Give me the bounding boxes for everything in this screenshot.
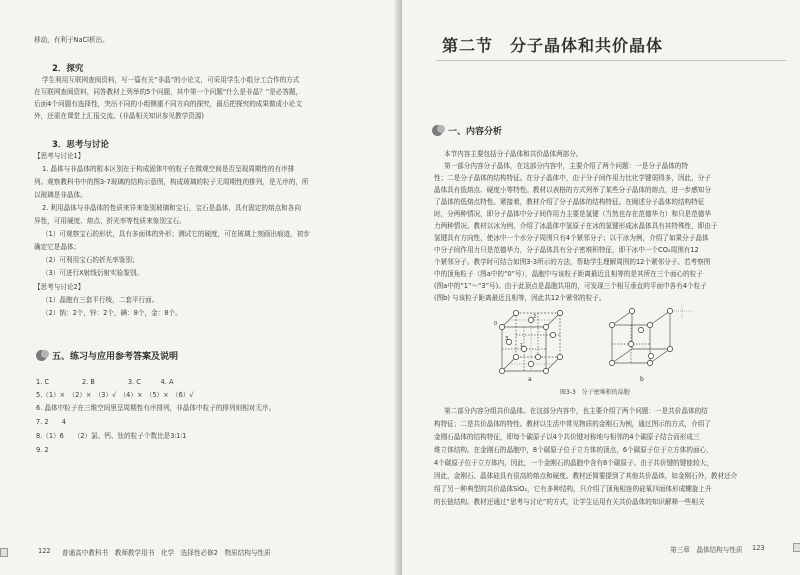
para1-line: 中的顶角粒子（图a中的“0”号），晶胞中与该粒子距离最近且相等的是其所在三个面心的粒子 [434, 270, 703, 278]
section2-line: 外，还需在课堂上汇报交流。(非晶相关知识参见教学资源) [34, 112, 204, 120]
discussion1-line: 确定它是晶体； [34, 243, 81, 251]
para1-line: 力两种情况。教材以冰为例，介绍了冰晶体中氢原子在冰的氢键形成冰晶体具有其特殊性，即由于 [434, 222, 718, 230]
discussion1-line: 2. 利用晶体与非晶体的性质来异来鉴别玻璃和宝石，宝石是晶体，具有固定的熔点和各向 [42, 204, 301, 212]
section2-line: 学生利用互联网查阅资料，写一篇有关“非晶”的小论文，可采用学生小组分工合作的方式 [42, 76, 300, 84]
figure-b-atoms [609, 308, 672, 365]
discussion1-line: （1）可观察宝石的形状，具有多面体的外形；测试它的硬度，可在玻璃上刻画出痕迹，初步 [42, 230, 310, 238]
para2-line: 构特征；二是共价晶体的特性。教材以生活中常见物质的金刚石为例，通过图示的方式，介绍了 [434, 420, 711, 428]
discussion1-line: 以玻璃是非晶体。 [34, 191, 87, 199]
para1-line: 中分子间作用力只是范德华力，分子晶体具有分子密堆积特征，即干冰中一个CO₂周围有12 [434, 246, 699, 254]
para1-line: 晶体具有低熔点、硬度小等特性。教材以表格的方式列举了某些分子晶体的熔点，进一步感知分 [434, 186, 711, 194]
answer-line: 8.（1）6 （2）氯、钙、钛的粒子个数比是3∶1∶1 [36, 432, 187, 440]
section2-line: 在互联网查阅资料，同答教材上列举的5个问题，其中第一个问题“什么是非晶？”是必答题， [34, 88, 303, 96]
chapter-title: 第二节 分子晶体和共价晶体 [442, 36, 664, 55]
section5-title: 五、练习与应用参考答案及说明 [52, 352, 179, 362]
answer-line: 1. C 2. B 3. C 4. A [36, 378, 174, 386]
section2-line: 后面4个问题有选择性，突出不同的小组侧重不同方向的探究，最后把探究的成果做成小论文 [34, 100, 302, 108]
discussion2-line: （2）钠：2个，锌：2个，碘：8个，金：8个。 [42, 309, 182, 317]
para2-line: 因此，金刚石、晶体硅具有很高的熔点和硬度。教材还简要提到了其他共价晶体，如金刚石外，教材还介 [434, 472, 738, 480]
content-analysis-title: 一、内容分析 [448, 127, 503, 137]
fig-number-3: 3 [505, 336, 509, 342]
answer-line: 9. 2 [36, 446, 49, 454]
right-page [402, 0, 800, 575]
right-page-number: 123 [752, 544, 765, 552]
para2-line: 金刚石晶体的结构特征，即每个碳原子以4个共价键对称地与相邻的4个碳原子结合而形成三 [434, 433, 700, 441]
discussion1-label: 【思考与讨论1】 [34, 152, 85, 160]
para1-line: (图a中的“1”～“3”号)。由于此顶点是晶胞共用的，可发现三个相互垂直的平面中各有4个粒子 [434, 282, 707, 290]
section2-title: 2．探究 [52, 64, 84, 74]
figure-caption: 图3-3 分子密堆积的晶胞 [560, 389, 630, 396]
page-edge-tab [793, 543, 800, 552]
para2-line: 维立体结构。在金刚石的晶胞中，8个碳原子位于立方体的顶点，6个碳原子位于立方体的面心， [434, 446, 713, 454]
para1-line: 时，分两种情况，即分子晶体中分子间作用力主要是氢键（当然也存在范德华力）和只是范德华 [434, 210, 711, 218]
title-rule [436, 60, 786, 61]
para1-line: (图b) 与该粒子距离最近且相等，因此共12个紧邻的粒子。 [434, 294, 606, 302]
para1-line: 个紧邻分子。教学时可结合如图3-3所示的方法，帮助学生理解周围的12个紧邻分子。若考察图 [434, 258, 711, 266]
right-running-footer: 第三章 晶体结构与性质 [670, 546, 743, 554]
discussion1-line: 异性，可用硬度、熔点、折光率等性质来鉴别宝石。 [34, 217, 186, 225]
para2-line: 的长链结构。教材还通过“思考与讨论”的方式，让学生运用有关共价晶体的知识解释一些相关 [434, 498, 705, 506]
discussion1-line: （3）可进行X射线衍射实验鉴别。 [42, 269, 144, 277]
left-page-number: 122 [38, 547, 51, 555]
para1-line: 性；二是分子晶体的结构特征。在分子晶体中，由于分子间作用力比化学键弱得多，因此，分子 [434, 174, 711, 182]
crystal-cell-figure [494, 305, 724, 383]
discussion1-line: 列。观察教科书中的图3-7玻璃的结构示意图，构成玻璃的粒子无周期性的排列，是无序的，所 [34, 178, 309, 186]
discussion1-line: （2）可利用宝石的折光率鉴别； [42, 256, 139, 264]
para2-line: 绍了另一种典型的共价晶体SiO₂，它有多种结构，只介绍了顶角相连的硅氧四面体形成螺旋上升 [434, 485, 712, 493]
answer-line: 5.（1）× （2）× （3）√ （4）× （5）× （6）√ [36, 391, 194, 399]
answer-line: 7. 2 4 [36, 418, 66, 426]
para2-line: 第二部分内容分组共价晶体。在这部分内容中，也主要介绍了两个问题：一是共价晶体的结 [444, 407, 708, 415]
section-bullet-icon [432, 124, 445, 137]
fig-label-a: a [528, 376, 532, 383]
para1-line: 氢键具有方向性，使冰中一个水分子周围只有4个紧邻分子；以干冰为例，介绍了如果分子晶体 [434, 234, 709, 242]
fig-number-0: 0 [494, 321, 498, 327]
answer-line: 6. 晶体中粒子在三维空间里呈周期性有序排列，非晶体中粒子的排列则相对无序。 [36, 404, 276, 412]
content-analysis-header [432, 124, 502, 137]
fig-number-2: 2 [533, 314, 537, 320]
para2-line: 4个碳原子位于立方体内，因此，一个金刚石的晶胞中含有8个碳原子。由于共价键的键能较大， [434, 459, 713, 467]
discussion1-line: 1. 晶体与非晶体的根本区别在于构成固体中的粒子在微观空间是否呈现周期性的有序排 [42, 165, 295, 173]
para1-line: 本节内容主要包括分子晶体和共价晶体两部分。 [444, 150, 583, 158]
discussion2-label: 【思考与讨论2】 [34, 283, 85, 291]
fig-number-1: 1 [520, 343, 524, 349]
section5-header [36, 349, 178, 362]
section3-title: 3．思考与讨论 [52, 140, 109, 150]
left-running-footer: 普通高中教科书 教师教学用书 化学 选择性必修2 物质结构与性质 [62, 549, 271, 557]
para1-line: 了晶体的低熔点特性。紧接着，教材介绍了分子晶体的结构特征。在阐述分子晶体的结构特征 [434, 198, 705, 206]
para1-line: 第一部分内容分子晶体，在这部分内容中，主要介绍了两个问题：一是分子晶体的特 [444, 162, 688, 170]
section-bullet-icon [36, 349, 49, 362]
page-edge-tab [0, 548, 8, 557]
discussion2-line: （1）晶胞有三套平行棱，二套平行面。 [42, 296, 159, 304]
top-line: 移动，有利于NaCl析出。 [34, 36, 109, 44]
fig-label-b: b [640, 376, 644, 383]
